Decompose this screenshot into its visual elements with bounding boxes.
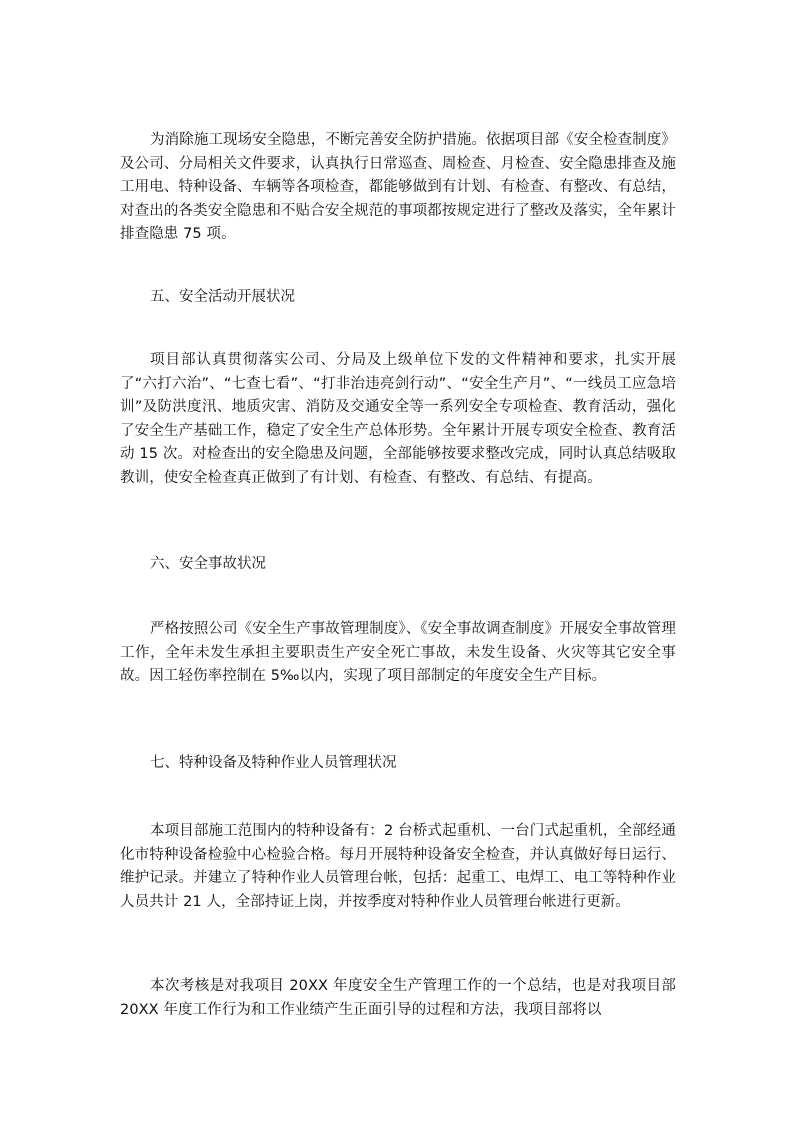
paragraph-safety-accidents: 严格按照公司《安全生产事故管理制度》、《安全事故调查制度》开展安全事故管理工作，全年未发生承担主要职责生产安全死亡事故，未发生设备、火灾等其它安全事故。因工轻伤率控制在 5‰以内，实现了项目部制定的年度安全生产目标。: [120, 621, 676, 684]
paragraph-special-equipment: 本项目部施工范围内的特种设备有：2 台桥式起重机、一台门式起重机，全部经通化市特种设备检验中心检验合格。每月开展特种设备安全检查，并认真做好每日运行、维护记录。并建立了特种作业人员管理台帐，包括：起重工、电焊工、电工等特种作业人员共计 21 人，全部持证上岗，并按季度对特种作业人员管理台帐进行更新。: [120, 823, 676, 910]
heading-safety-accidents: 六、安全事故状况: [150, 556, 266, 572]
heading-safety-activities: 五、安全活动开展状况: [150, 289, 295, 305]
heading-special-equipment: 七、特种设备及特种作业人员管理状况: [150, 755, 397, 771]
paragraph-safety-activities: 项目部认真贯彻落实公司、分局及上级单位下发的文件精神和要求，扎实开展了“六打六治”、“七查七看”、“打非治违亮剑行动”、“安全生产月”、“一线员工应急培训”及防洪度汛、地质灾害、消防及交通安全等一系列安全专项检查、教育活动，强化了安全生产基础工作，稳定了安全生产总体形势。全年累计开展专项安全检查、教育活动 15 次。对检查出的安全隐患及问题，全部能够按要求整改完成，同时认真总结吸取教训，使安全检查真正做到了有计划、有检查、有整改、有总结、有提高。: [120, 352, 676, 486]
paragraph-safety-inspection: 为消除施工现场安全隐患，不断完善安全防护措施。依据项目部《安全检查制度》及公司、分局相关文件要求，认真执行日常巡查、周检查、月检查、安全隐患排查及施工用电、特种设备、车辆等各项检查，都能够做到有计划、有检查、有整改、有总结，对查出的各类安全隐患和不贴合安全规范的事项都按规定进行了整改及落实，全年累计排查隐患 75 项。: [120, 132, 676, 242]
paragraph-assessment-summary: 本次考核是对我项目 20XX 年度安全生产管理工作的一个总结，也是对我项目部 20XX 年度工作行为和工作业绩产生正面引导的过程和方法，我项目部将以: [120, 978, 676, 1018]
